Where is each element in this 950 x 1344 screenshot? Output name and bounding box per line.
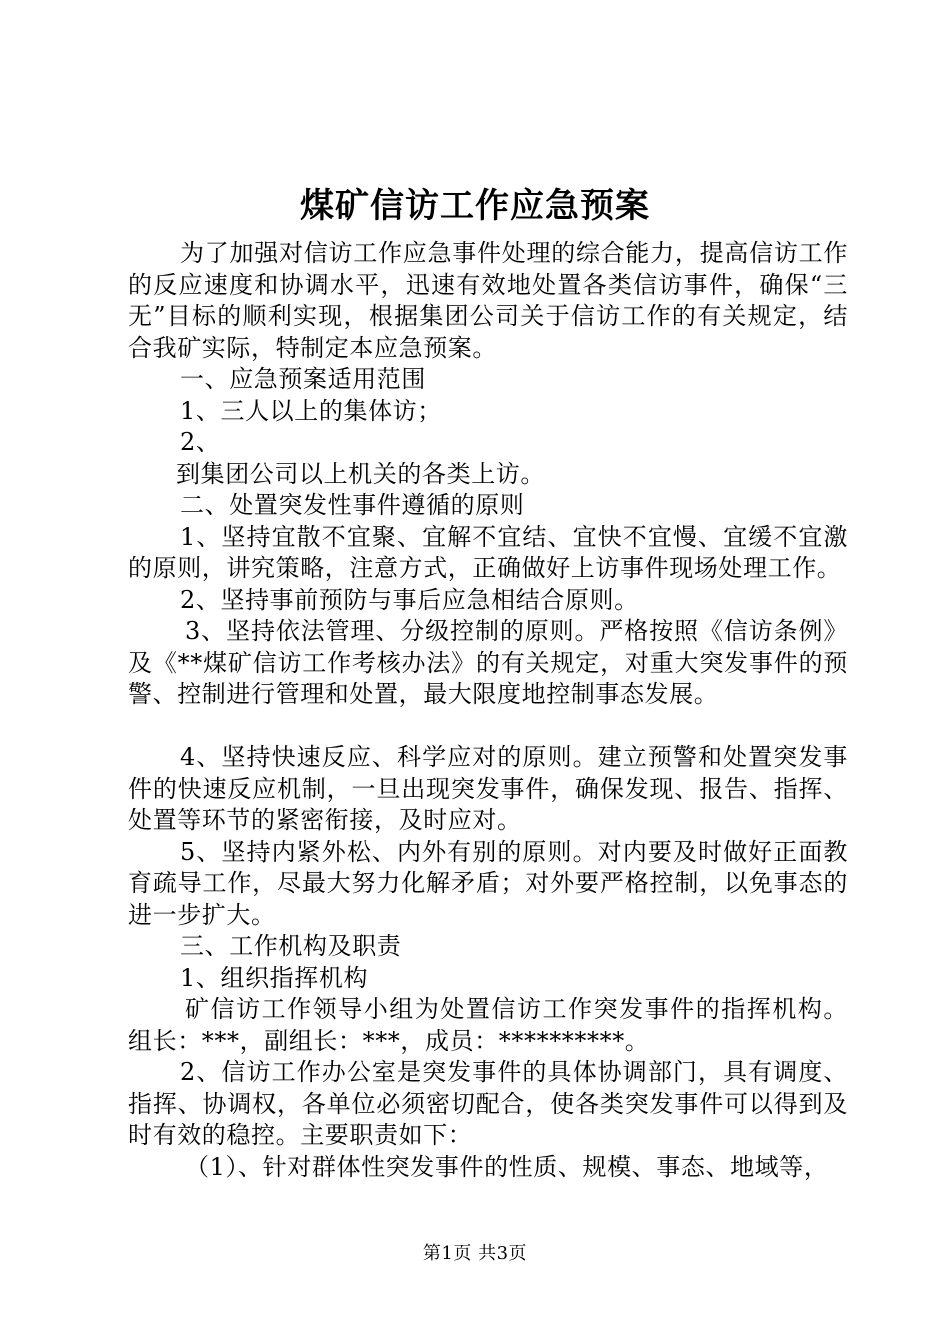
scope-item-2-number: 2、 <box>180 428 221 456</box>
principle-1: 1、坚持宜散不宜聚、宜解不宜结、宜快不宜慢、宜缓不宜激的原则，讲究策略，注意方式，正确做好上访事件现场处理工作。 <box>128 522 848 582</box>
principle-4: 4、坚持快速反应、科学应对的原则。建立预警和处置突发事件的快速反应机制，一旦出现突发事件，确保发现、报告、指挥、处置等环节的紧密衔接，及时应对。 <box>128 743 848 834</box>
scope-item-2-text: 到集团公司以上机关的各类上访。 <box>176 459 545 488</box>
organization-item-2: 2、信访工作办公室是突发事件的具体协调部门，具有调度、指挥、协调权，各单位必须密切配合，使各类突发事件可以得到及时有效的稳控。主要职责如下： <box>128 1058 848 1149</box>
scope-item-1: 1、三人以上的集体访； <box>180 396 442 425</box>
principle-2: 2、坚持事前预防与事后应急相结合原则。 <box>180 585 639 614</box>
page-footer: 第1页 共3页 <box>422 1243 528 1264</box>
document-body <box>128 238 848 1183</box>
principle-5: 5、坚持内紧外松、内外有别的原则。对内要及时做好正面教育疏导工作，尽最大努力化解矛盾；对外要严格控制，以免事态的进一步扩大。 <box>128 837 848 929</box>
organization-item-1-heading: 1、组织指挥机构 <box>180 963 369 992</box>
section-heading-principles: 二、处置突发性事件遵循的原则 <box>180 491 525 519</box>
page-title: 煤矿信访工作应急预案 <box>300 186 650 226</box>
duty-item-1: （1）、针对群体性突发事件的性质、规模、事态、地域等， <box>185 1152 829 1181</box>
organization-item-1-text: 矿信访工作领导小组为处置信访工作突发事件的指挥机构。组长：***，副组长：***，成员：**********。 <box>128 995 848 1055</box>
section-heading-scope: 一、应急预案适用范围 <box>180 365 426 393</box>
section-heading-organization: 三、工作机构及职责 <box>180 932 402 960</box>
blank-line <box>128 711 848 743</box>
principle-3: 3、坚持依法管理、分级控制的原则。严格按照《信访条例》及《**煤矿信访工作考核办法》的有关规定，对重大突发事件的预警、控制进行管理和处置，最大限度地控制事态发展。 <box>128 617 848 708</box>
intro-paragraph: 为了加强对信访工作应急事件处理的综合能力，提高信访工作的反应速度和协调水平，迅速有效地处置各类信访事件，确保“三无”目标的顺利实现，根据集团公司关于信访工作的有关规定，结合我矿实际，特制定本应急预案。 <box>128 239 848 362</box>
